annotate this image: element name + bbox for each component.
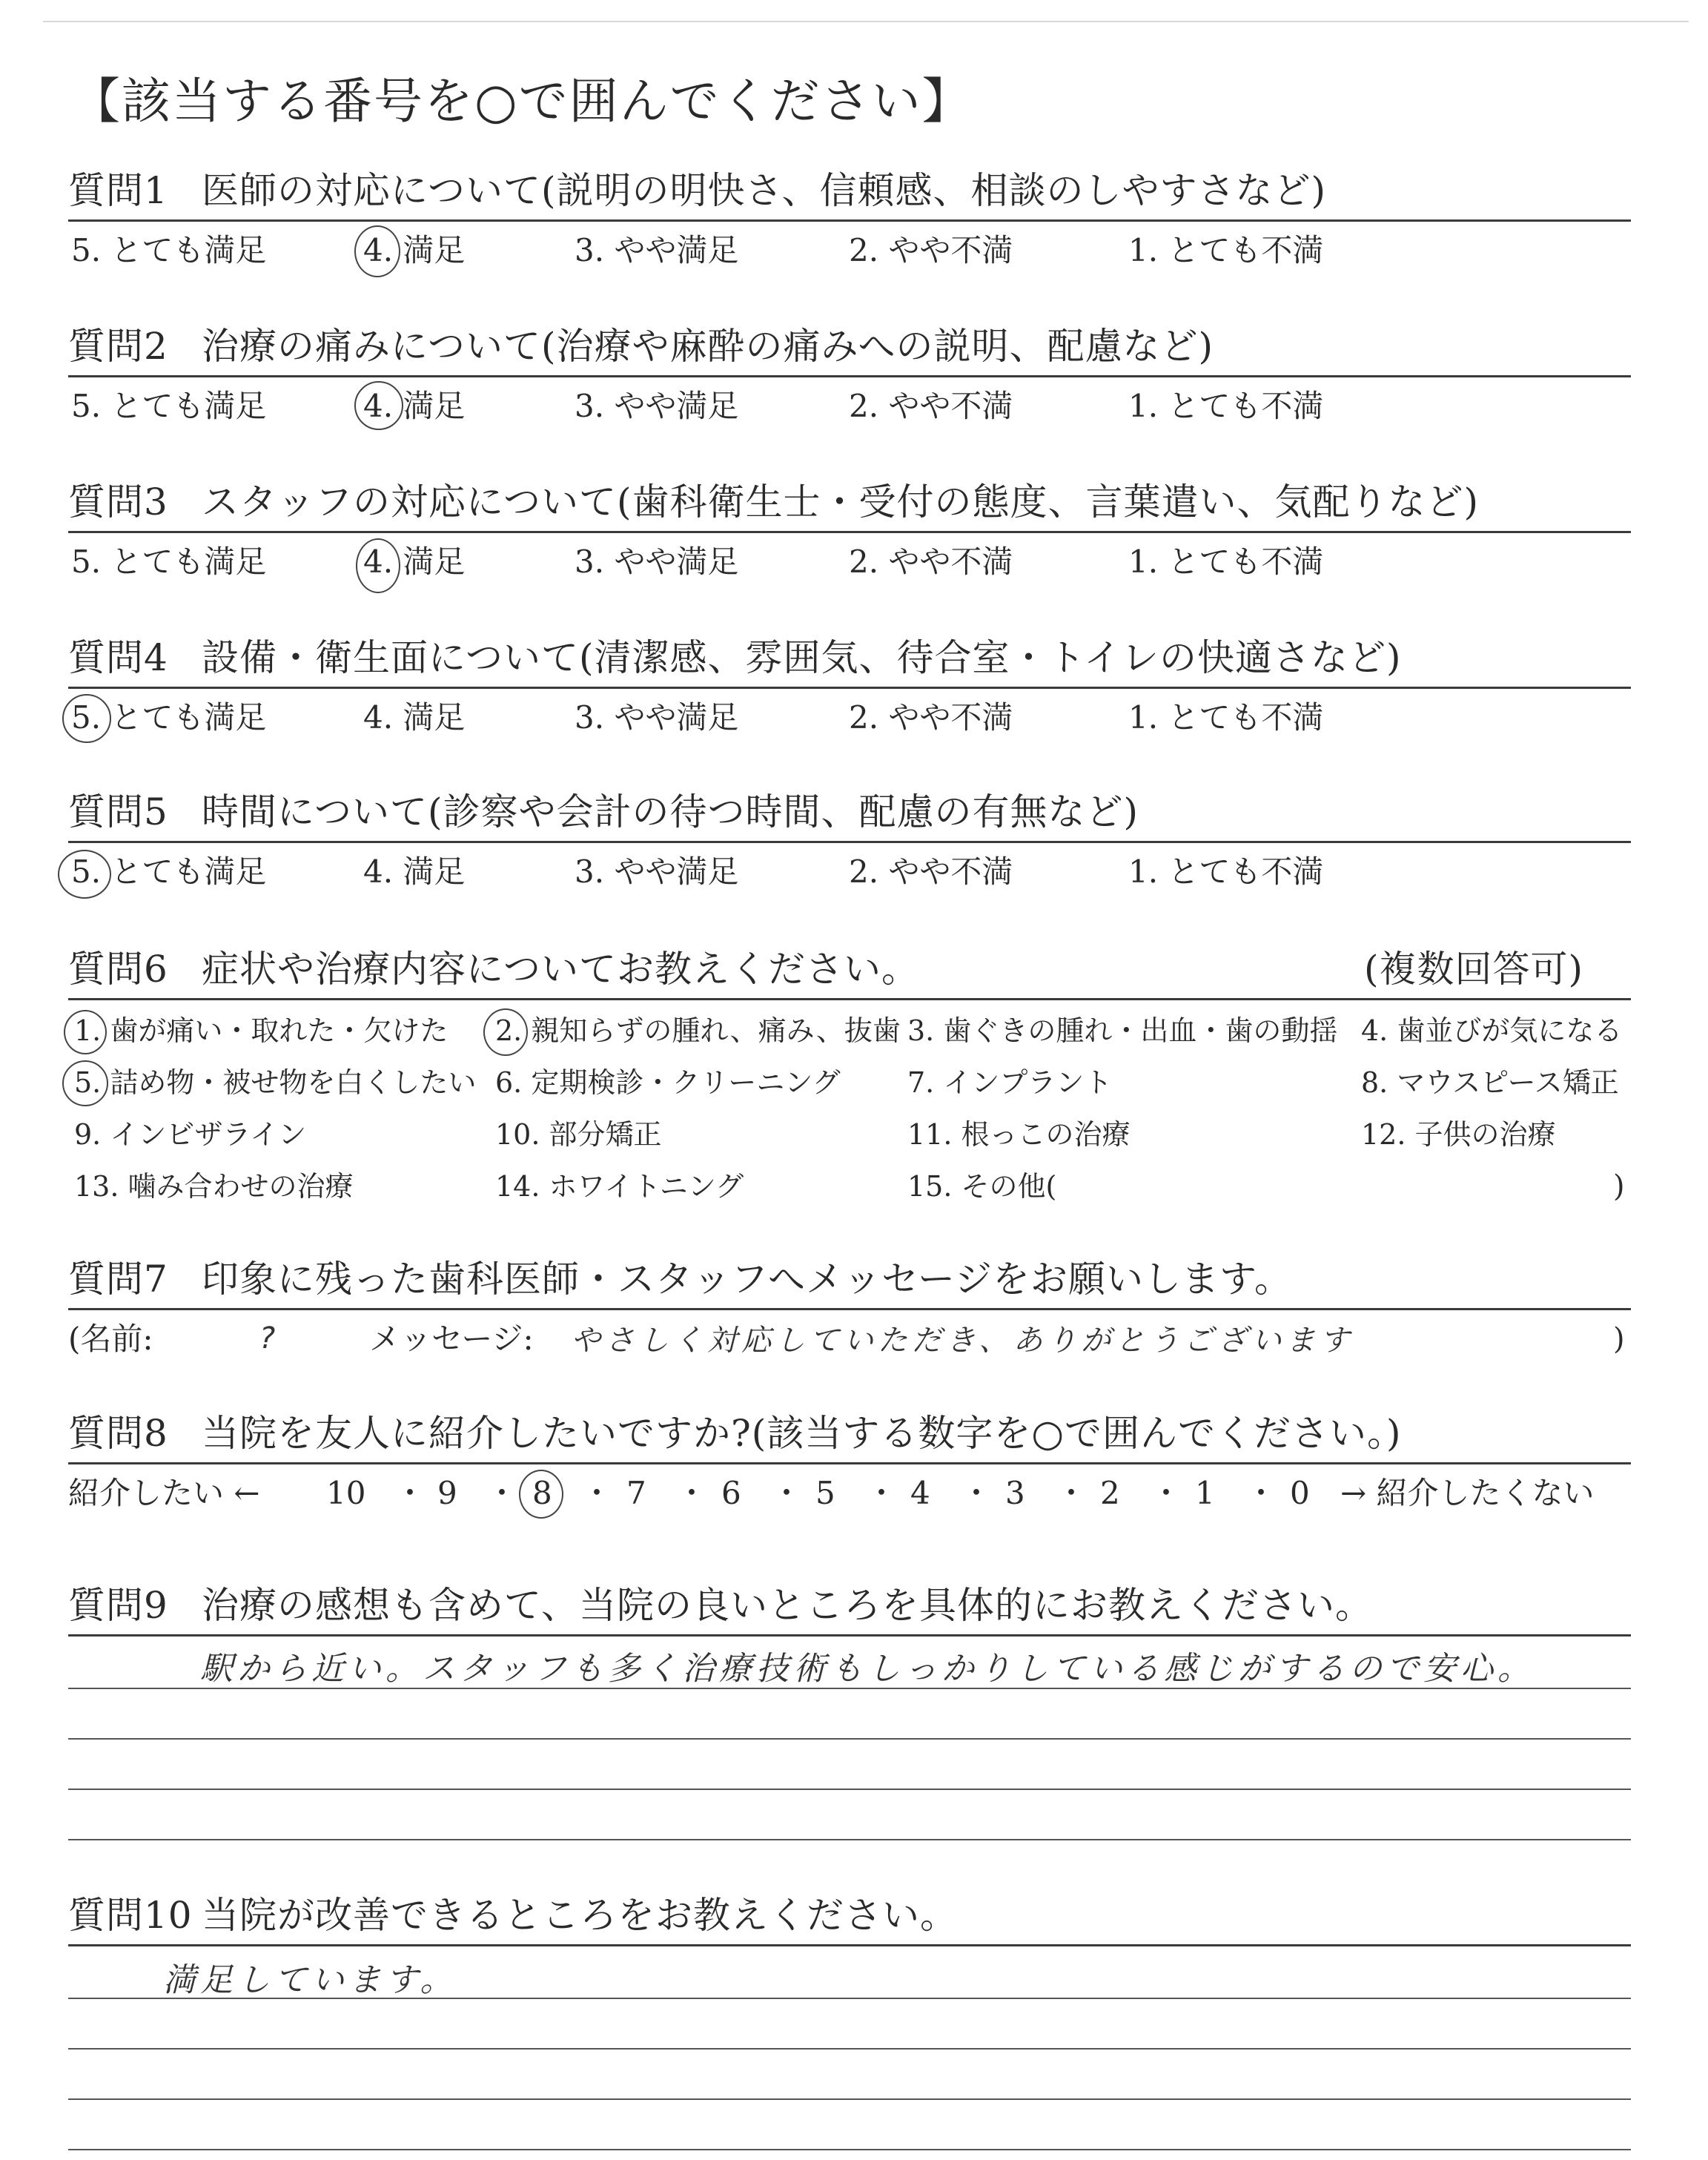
q5-option-5[interactable]: 5. とても満足 <box>71 853 267 890</box>
question-2-number: 質問2 <box>68 325 168 368</box>
question-5-text: 時間について(診察や会計の待つ時間、配慮の有無など) <box>202 790 1139 833</box>
q8-scale-5[interactable]: 5 <box>815 1475 835 1511</box>
question-2-rule <box>68 375 1631 377</box>
question-9-rule <box>68 1634 1631 1636</box>
q6-item-1[interactable]: 1. 歯が痛い・取れた・欠けた <box>74 1014 448 1047</box>
q8-right-label: → 紹介したくない <box>1340 1475 1595 1511</box>
q6-item-10[interactable]: 10. 部分矯正 <box>495 1118 662 1151</box>
q8-separator-dot: ・ <box>1056 1475 1088 1511</box>
q8-separator-dot: ・ <box>1151 1475 1182 1511</box>
q5-option-1[interactable]: 1. とても不満 <box>1128 853 1324 890</box>
question-3-title <box>68 476 1479 528</box>
question-9-text: 治療の感想も含めて、当院の良いところを具体的にお教えください。 <box>202 1584 1373 1627</box>
q2-option-4[interactable]: 4. 満足 <box>363 388 466 424</box>
question-7-title <box>68 1253 1292 1305</box>
q8-scale-8[interactable]: 8 <box>532 1475 552 1511</box>
question-7-number: 質問7 <box>68 1258 168 1301</box>
q4-option-3[interactable]: 3. やや満足 <box>575 699 739 736</box>
q4-option-1[interactable]: 1. とても不満 <box>1128 699 1324 736</box>
question-6-text: 症状や治療内容についてお教えください。 <box>202 948 919 991</box>
q5-option-3[interactable]: 3. やや満足 <box>575 853 739 890</box>
question-1-text: 医師の対応について(説明の明快さ、信頼感、相談のしやすさなど) <box>202 169 1327 212</box>
q9-answer-line-2 <box>68 1738 1631 1740</box>
question-4-title <box>68 632 1402 684</box>
q2-option-5[interactable]: 5. とても満足 <box>71 388 267 424</box>
q8-separator-dot: ・ <box>771 1475 803 1511</box>
q4-option-5[interactable]: 5. とても満足 <box>71 699 267 736</box>
q5-option-2[interactable]: 2. やや不満 <box>849 853 1013 890</box>
question-6-title <box>68 943 1662 995</box>
q3-option-5[interactable]: 5. とても満足 <box>71 544 267 580</box>
q6-item-5[interactable]: 5. 詰め物・被せ物を白くしたい <box>74 1066 477 1099</box>
q8-scale-0[interactable]: 0 <box>1290 1475 1310 1511</box>
question-3-number: 質問3 <box>68 480 168 524</box>
q8-separator-dot: ・ <box>486 1475 518 1511</box>
question-5-title <box>68 786 1139 838</box>
q6-item-15-close-paren: ) <box>1613 1169 1625 1203</box>
q2-option-2[interactable]: 2. やや不満 <box>849 388 1013 424</box>
q2-option-1[interactable]: 1. とても不満 <box>1128 388 1324 424</box>
q9-answer[interactable]: 駅から近い。スタッフも多く治療技術もしっかりしている感じがするので安心。 <box>200 1650 1535 1688</box>
question-6-multiple-note: (複数回答可) <box>1364 948 1584 991</box>
q6-item-13[interactable]: 13. 噛み合わせの治療 <box>74 1170 354 1203</box>
question-4-rule <box>68 687 1631 689</box>
q9-answer-line-3 <box>68 1789 1631 1790</box>
q8-scale-3[interactable]: 3 <box>1005 1475 1025 1511</box>
q6-item-7[interactable]: 7. インプラント <box>907 1066 1113 1099</box>
q7-message-value[interactable]: やさしく対応していただき、ありがとうございます <box>571 1324 1354 1358</box>
q8-separator-dot: ・ <box>961 1475 993 1511</box>
q1-option-4[interactable]: 4. 満足 <box>363 232 466 268</box>
question-8-title <box>68 1407 1401 1459</box>
q4-option-4[interactable]: 4. 満足 <box>363 699 466 736</box>
q6-item-8[interactable]: 8. マウスピース矯正 <box>1361 1066 1619 1099</box>
question-5-number: 質問5 <box>68 790 168 833</box>
question-9-number: 質問9 <box>68 1584 168 1627</box>
q6-item-6[interactable]: 6. 定期検診・クリーニング <box>495 1066 841 1099</box>
q7-close-paren: ) <box>1613 1322 1625 1356</box>
q8-separator-dot: ・ <box>676 1475 708 1511</box>
question-3-text: スタッフの対応について(歯科衛生士・受付の態度、言葉遣い、気配りなど) <box>202 480 1480 524</box>
q10-answer[interactable]: 満足しています。 <box>163 1961 457 1999</box>
q6-item-11[interactable]: 11. 根っこの治療 <box>907 1118 1131 1151</box>
top-rule <box>43 21 1689 22</box>
q8-scale-1[interactable]: 1 <box>1195 1475 1215 1511</box>
q1-option-2[interactable]: 2. やや不満 <box>849 232 1013 268</box>
question-6-rule <box>68 998 1631 1000</box>
question-3-rule <box>68 531 1631 533</box>
q8-scale-6[interactable]: 6 <box>721 1475 741 1511</box>
q9-answer-line-1 <box>68 1688 1631 1689</box>
q1-option-1[interactable]: 1. とても不満 <box>1128 232 1324 268</box>
q6-item-4[interactable]: 4. 歯並びが気になる <box>1361 1014 1623 1047</box>
q10-answer-line-4 <box>68 2149 1631 2150</box>
question-1-title <box>68 165 1326 217</box>
q6-item-9[interactable]: 9. インビザライン <box>74 1118 307 1151</box>
q6-item-15[interactable]: 15. その他( <box>907 1170 1057 1203</box>
question-1-number: 質問1 <box>68 169 168 212</box>
q10-answer-line-3 <box>68 2098 1631 2100</box>
question-7-text: 印象に残った歯科医師・スタッフへメッセージをお願いします。 <box>202 1258 1292 1301</box>
q10-answer-line-2 <box>68 2048 1631 2050</box>
q7-message-label: メッセージ: <box>369 1321 534 1357</box>
question-4-number: 質問4 <box>68 636 168 679</box>
q3-option-2[interactable]: 2. やや不満 <box>849 544 1013 580</box>
question-8-rule <box>68 1462 1631 1464</box>
q10-answer-line-1 <box>68 1998 1631 1999</box>
question-5-rule <box>68 841 1631 843</box>
question-7-rule <box>68 1308 1631 1310</box>
q6-item-3[interactable]: 3. 歯ぐきの腫れ・出血・歯の動揺 <box>907 1014 1338 1047</box>
q8-separator-dot: ・ <box>581 1475 613 1511</box>
q6-item-2[interactable]: 2. 親知らずの腫れ、痛み、抜歯 <box>495 1014 901 1047</box>
q6-item-12[interactable]: 12. 子供の治療 <box>1361 1118 1556 1151</box>
q8-separator-dot: ・ <box>394 1475 426 1511</box>
question-10-number: 質問10 <box>68 1894 193 1937</box>
q7-name-value[interactable]: ? <box>259 1321 280 1355</box>
q8-separator-dot: ・ <box>866 1475 898 1511</box>
q1-option-5[interactable]: 5. とても満足 <box>71 232 267 268</box>
q2-option-3[interactable]: 3. やや満足 <box>575 388 739 424</box>
q4-option-2[interactable]: 2. やや不満 <box>849 699 1013 736</box>
q3-option-1[interactable]: 1. とても不満 <box>1128 544 1324 580</box>
question-8-number: 質問8 <box>68 1412 168 1455</box>
q1-option-3[interactable]: 3. やや満足 <box>575 232 739 268</box>
q5-option-4[interactable]: 4. 満足 <box>363 853 466 890</box>
question-9-title <box>68 1579 1373 1631</box>
q7-name-label: (名前: <box>68 1321 153 1357</box>
question-8-text: 当院を友人に紹介したいですか?(該当する数字を○で囲んでください。) <box>202 1412 1402 1455</box>
q8-scale-4[interactable]: 4 <box>910 1475 930 1511</box>
q8-scale-9[interactable]: 9 <box>437 1475 457 1511</box>
question-2-title <box>68 320 1214 372</box>
question-10-rule <box>68 1944 1631 1946</box>
q6-item-14[interactable]: 14. ホワイトニング <box>495 1170 744 1203</box>
q9-answer-line-4 <box>68 1839 1631 1840</box>
q8-separator-dot: ・ <box>1245 1475 1277 1511</box>
question-4-text: 設備・衛生面について(清潔感、雰囲気、待合室・トイレの快適さなど) <box>202 636 1402 679</box>
q8-scale-10[interactable]: 10 <box>326 1475 366 1511</box>
question-10-text: 当院が改善できるところをお教えください。 <box>202 1894 958 1937</box>
question-2-text: 治療の痛みについて(治療や麻酔の痛みへの説明、配慮など) <box>202 325 1214 368</box>
question-1-rule <box>68 219 1631 222</box>
q3-option-3[interactable]: 3. やや満足 <box>575 544 739 580</box>
q8-left-label: 紹介したい ← <box>68 1475 260 1511</box>
q8-scale-2[interactable]: 2 <box>1100 1475 1120 1511</box>
question-6-number: 質問6 <box>68 948 168 991</box>
q3-option-4[interactable]: 4. 満足 <box>363 544 466 580</box>
q8-scale-7[interactable]: 7 <box>626 1475 646 1511</box>
question-10-title <box>68 1889 958 1941</box>
page-heading: 【該当する番号を○で囲んでください】 <box>71 73 973 130</box>
